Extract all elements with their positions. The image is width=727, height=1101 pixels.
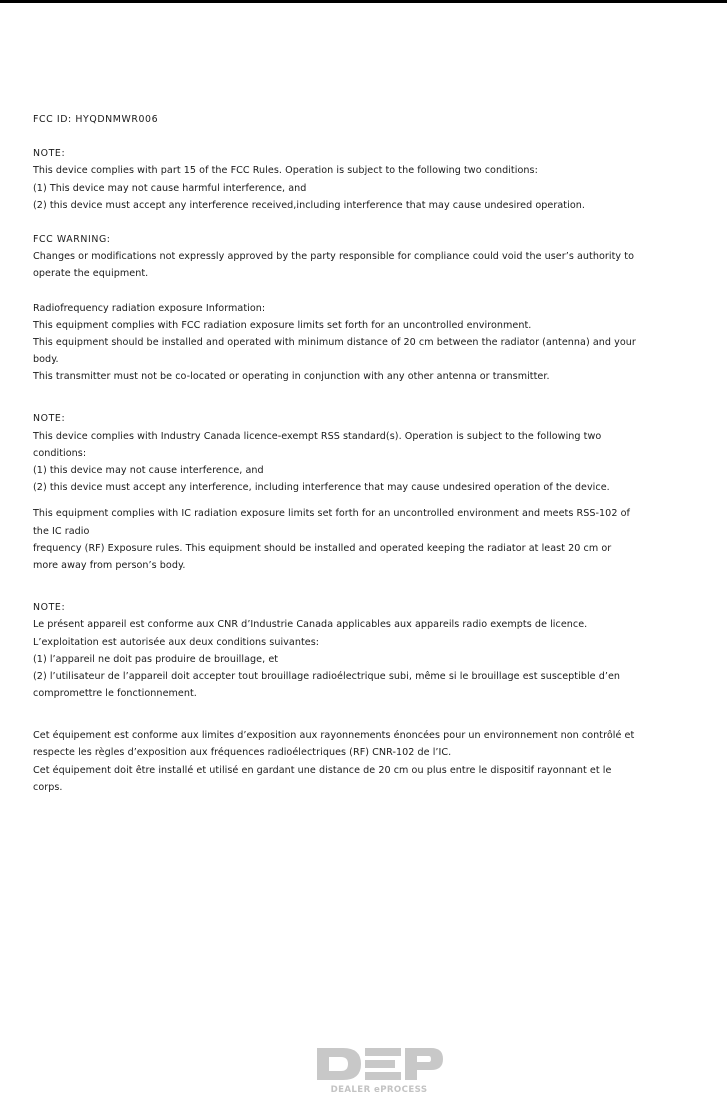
fr-note-line: compromettre le fonctionnement. — [33, 688, 197, 700]
fr-exposure-line: Cet équipement doit être installé et utilisé en gardant une distance de 20 cm ou plus entre le dispositif rayonnant et le — [33, 764, 612, 776]
top-border-rule — [0, 0, 727, 3]
fr-note-title: NOTE: — [33, 602, 66, 614]
fcc-note-line: (1) This device may not cause harmful interference, and — [33, 182, 307, 194]
fcc-id: FCC ID: HYQDNMWR006 — [33, 114, 159, 125]
dealer-eprocess-watermark — [313, 1042, 445, 1098]
fcc-note-line: (2) this device must accept any interference received,including interference that may cause undesired operation. — [33, 199, 585, 211]
fr-note-section — [33, 599, 703, 702]
ic-note-line: conditions: — [33, 447, 87, 459]
fcc-warning-line: operate the equipment. — [33, 268, 149, 280]
rf-exposure-line: This equipment should be installed and operated with minimum distance of 20 cm between the radiator (antenna) and your — [33, 336, 636, 348]
rf-exposure-line: body. — [33, 354, 59, 366]
ic-exposure-section — [33, 505, 703, 574]
ic-note-line: (2) this device must accept any interference, including interference that may cause undesired operation of the device. — [33, 482, 610, 494]
ic-exposure-line: This equipment complies with IC radiation exposure limits set forth for an uncontrolled environment and meets RSS-102 of — [33, 508, 630, 520]
fr-exposure-section — [33, 727, 703, 796]
ic-exposure-line: frequency (RF) Exposure rules. This equipment should be installed and operated keeping the radiator at least 20 cm or — [33, 542, 612, 554]
rf-exposure-line: This equipment complies with FCC radiation exposure limits set forth for an uncontrolled environment. — [33, 319, 532, 331]
fr-note-line: (1) l’appareil ne doit pas produire de brouillage, et — [33, 653, 279, 665]
ic-note-line: This device complies with Industry Canada licence-exempt RSS standard(s). Operation is subject to the following two — [33, 430, 602, 442]
ic-exposure-line: the IC radio — [33, 525, 90, 537]
fcc-note-section — [33, 145, 703, 214]
watermark-tagline: DEALER ePROCESS — [330, 1085, 428, 1095]
rf-exposure-line: This transmitter must not be co-located or operating in conjunction with any other antenna or transmitter. — [33, 371, 550, 383]
compliance-document — [33, 111, 703, 796]
dep-logo-mark — [317, 1048, 443, 1080]
ic-exposure-line: more away from person’s body. — [33, 559, 186, 571]
fr-exposure-line: respecte les règles d’exposition aux fréquences radioélectriques (RF) CNR-102 de l’IC. — [33, 747, 452, 759]
fcc-warning-title: FCC WARNING: — [33, 233, 111, 245]
fr-exposure-line: corps. — [33, 781, 63, 793]
fr-note-line: Le présent appareil est conforme aux CNR d’Industrie Canada applicables aux appareils radio exempts de licence. — [33, 619, 588, 631]
ic-note-line: (1) this device may not cause interference, and — [33, 465, 264, 476]
fr-exposure-line: Cet équipement est conforme aux limites d’exposition aux rayonnements énoncées pour un environnement non contrôlé et — [33, 730, 635, 742]
fcc-note-line: This device complies with part 15 of the FCC Rules. Operation is subject to the following two conditions: — [33, 165, 538, 177]
fr-note-line: L’exploitation est autorisée aux deux conditions suivantes: — [33, 636, 320, 648]
fr-note-line: (2) l’utilisateur de l’appareil doit accepter tout brouillage radioélectrique subi, même si le brouillage est susceptible d’en — [33, 670, 621, 682]
fcc-note-title: NOTE: — [33, 148, 66, 160]
dep-logo-icon — [313, 1042, 445, 1086]
rf-exposure-section — [33, 300, 703, 386]
fcc-warning-line: Changes or modifications not expressly approved by the party responsible for compliance could void the user’s authority to — [33, 251, 634, 263]
rf-exposure-title: Radiofrequency radiation exposure Information: — [33, 302, 266, 314]
ic-note-section — [33, 410, 703, 496]
ic-note-title: NOTE: — [33, 413, 66, 425]
fcc-warning-section — [33, 231, 703, 283]
